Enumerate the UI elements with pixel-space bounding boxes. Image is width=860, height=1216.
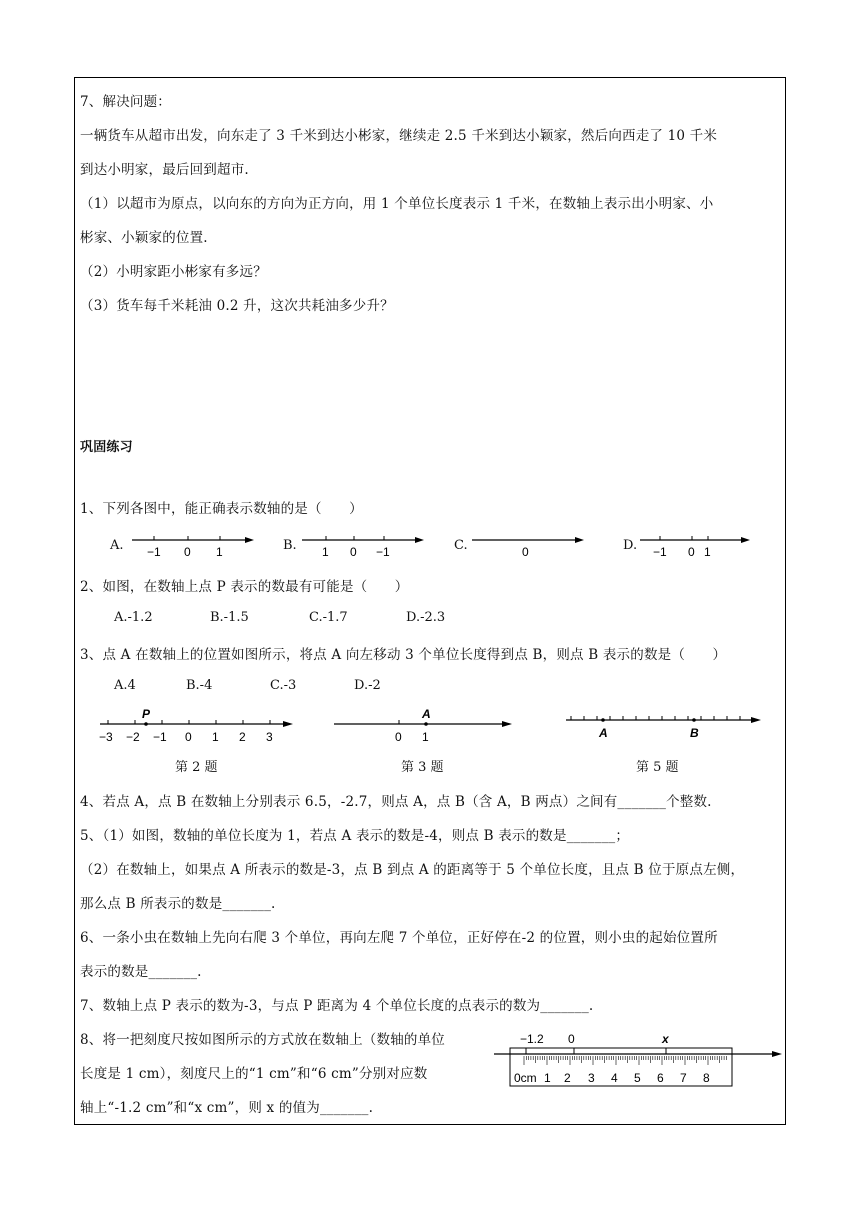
q1-option-b-label: B. [283, 538, 297, 553]
q3-option-a: A.4 [114, 678, 136, 693]
question-5-part-2a: （2）在数轴上，如果点 A 所表示的数是-3，点 B 到点 A 的距离等于 5 个单位长度，且点 B 位于原点左侧， [80, 862, 745, 878]
figure-q5-number-line [562, 706, 768, 746]
question-4: 4、若点 A，点 B 在数轴上分别表示 6.5，-2.7，则点 A，点 B（含 A，B 两点）之间有_______个整数. [80, 794, 712, 810]
question-6-line-1: 6、一条小虫在数轴上先向右爬 3 个单位，再向左爬 7 个单位，正好停在-2 的位置，则小虫的起始位置所 [80, 930, 718, 946]
fig8-ruler-label: 3 [588, 1071, 595, 1085]
question-7: 7、数轴上点 P 表示的数为-3，与点 P 距离为 4 个单位长度的点表示的数为_______. [80, 998, 594, 1014]
fig8-axis-label: 0 [568, 1032, 575, 1046]
fig8-axis-label: x [662, 1032, 669, 1046]
fig3-tick-label: 0 [395, 730, 402, 744]
fig8-ruler-label: 2 [564, 1071, 571, 1085]
fig2-caption: 第 2 题 [175, 760, 218, 775]
fig2-point-label: P [142, 707, 151, 721]
question-8-line-2: 长度是 1 cm），刻度尺上的“1 cm”和“6 cm”分别对应数 [80, 1066, 428, 1082]
q1-c-tick-label: 0 [522, 545, 529, 559]
fig2-tick-label: 2 [239, 730, 246, 744]
fig3-point-label: A [422, 707, 431, 721]
fig2-tick-label: −1 [153, 730, 167, 744]
question-1: 1、下列各图中，能正确表示数轴的是（ ） [80, 501, 363, 517]
question-2: 2、如图，在数轴上点 P 表示的数最有可能是（ ） [80, 579, 409, 595]
fig5-point-a: A [599, 726, 608, 740]
q1-option-d-axis [636, 530, 756, 560]
q2-option-b: B.-1.5 [210, 610, 249, 625]
fig8-ruler-label: 4 [611, 1071, 618, 1085]
problem-7-q1a: （1）以超市为原点，以向东的方向为正方向，用 1 个单位长度表示 1 千米，在数轴上表示出小明家、小 [80, 196, 714, 212]
fig8-ruler-label: 5 [634, 1071, 641, 1085]
question-3: 3、点 A 在数轴上的位置如图所示，将点 A 向左移动 3 个单位长度得到点 B，则点 B 表示的数是（ ） [80, 647, 727, 663]
problem-7-text-2: 到达小明家，最后回到超市. [80, 162, 249, 178]
fig8-ruler-label: 1 [544, 1071, 551, 1085]
q1-d-tick-label: 0 [688, 545, 695, 559]
fig8-axis-label: −1.2 [520, 1032, 544, 1046]
q1-b-tick-label: 1 [322, 545, 329, 559]
figure-q8-ruler [490, 1026, 786, 1092]
question-5-part-1: 5、（1）如图，数轴的单位长度为 1，若点 A 表示的数是-4，则点 B 表示的数是_______； [80, 828, 630, 844]
fig2-tick-label: 0 [185, 730, 192, 744]
q3-option-b: B.-4 [186, 678, 213, 693]
fig8-ruler-label: 8 [703, 1071, 710, 1085]
problem-7-q1b: 彬家、小颖家的位置. [80, 230, 208, 246]
figure-q2-number-line [96, 706, 296, 746]
q3-option-c: C.-3 [270, 678, 297, 693]
q3-option-d: D.-2 [354, 678, 381, 693]
fig5-caption: 第 5 题 [636, 760, 679, 775]
q1-d-tick-label: 1 [704, 545, 711, 559]
question-6-line-2: 表示的数是_______. [80, 964, 202, 980]
q1-b-tick-label: 0 [350, 545, 357, 559]
q1-a-tick-label: 1 [216, 545, 223, 559]
fig2-tick-label: −2 [126, 730, 140, 744]
q2-option-d: D.-2.3 [406, 610, 446, 625]
q2-option-a: A.-1.2 [114, 610, 153, 625]
fig8-ruler-label: 0cm [514, 1071, 537, 1085]
q1-a-tick-label: 0 [184, 545, 191, 559]
q1-option-b-axis [298, 530, 428, 560]
figure-q3-number-line [330, 706, 520, 746]
fig8-ruler-label: 6 [657, 1071, 664, 1085]
q1-b-tick-label: −1 [376, 545, 390, 559]
problem-7-q3: （3）货车每千米耗油 0.2 升，这次共耗油多少升？ [80, 298, 394, 314]
q1-option-a-axis [128, 530, 258, 560]
fig2-tick-label: −3 [99, 730, 113, 744]
question-8-line-1: 8、将一把刻度尺按如图所示的方式放在数轴上（数轴的单位 [80, 1032, 445, 1048]
q1-option-d-label: D. [623, 538, 638, 553]
fig3-caption: 第 3 题 [401, 760, 444, 775]
fig3-tick-label: 1 [422, 730, 429, 744]
q1-d-tick-label: −1 [653, 545, 667, 559]
problem-7-q2: （2）小明家距小彬家有多远？ [80, 264, 267, 280]
q1-option-c-label: C. [454, 538, 468, 553]
fig8-ruler-label: 7 [680, 1071, 687, 1085]
q1-option-c-axis [468, 530, 588, 560]
fig2-tick-label: 1 [212, 730, 219, 744]
practice-heading: 巩固练习 [80, 440, 133, 455]
q1-option-a-label: A. [110, 538, 124, 553]
question-5-part-2b: 那么点 B 所表示的数是_______. [80, 896, 276, 912]
question-8-line-3: 轴上“-1.2 cm”和“x cm”，则 x 的值为_______. [80, 1100, 374, 1116]
fig2-tick-label: 3 [266, 730, 273, 744]
q1-a-tick-label: −1 [147, 545, 161, 559]
problem-7-heading: 7、解决问题： [80, 94, 171, 110]
problem-7-text-1: 一辆货车从超市出发，向东走了 3 千米到达小彬家，继续走 2.5 千米到达小颖家，然后向西走了 10 千米 [80, 128, 718, 144]
fig5-point-b: B [690, 726, 699, 740]
q2-option-c: C.-1.7 [309, 610, 348, 625]
